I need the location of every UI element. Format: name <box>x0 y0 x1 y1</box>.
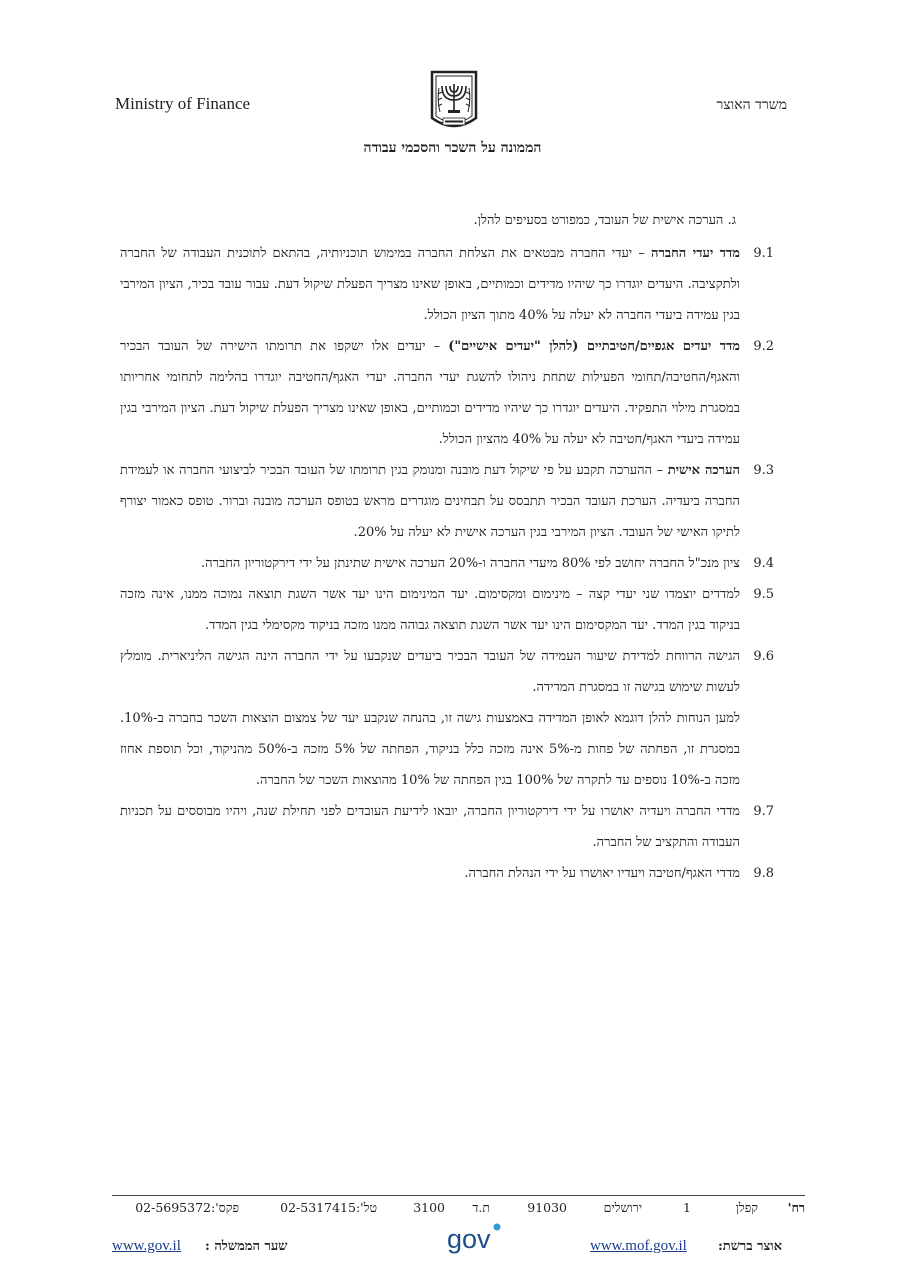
clause-9-7 <box>120 796 774 858</box>
clause-text: הגישה הרווחת למדידת שיעור העמידה של העובד הבכיר ביעדים שנקבעו על ידי החברה הינה הגישה הליניארית. מומלץ לעשות שימוש בגישה זו במסגרת המדידה. <box>120 649 740 695</box>
intro-item <box>120 205 774 236</box>
clause-9-3 <box>120 455 774 548</box>
clause-9-1 <box>120 238 774 331</box>
document-body <box>120 205 774 889</box>
clause-heading: מדד יעדי החברה <box>650 246 740 261</box>
gov-logo-text: gov <box>447 1224 491 1254</box>
clause-text: מדדי האגף/חטיבה ויעדיו יאושרו על ידי הנהלת החברה. <box>464 866 740 881</box>
clause-number: 9.6 <box>753 649 774 664</box>
gov-logo-icon <box>447 1222 503 1254</box>
gov-portal-label: שער הממשלה : <box>205 1239 288 1254</box>
clause-text: ציון מנכ"ל החברה יחושב לפי 80% מיעדי החברה ו-20% הערכה אישית שתינתן על ידי דירקטוריון החברה. <box>200 556 740 571</box>
zip-code: 91030 <box>527 1200 567 1215</box>
clause-9-5 <box>120 579 774 641</box>
header-hebrew-ministry: משרד האוצר <box>716 97 787 113</box>
clause-body: – ההערכה תקבע על פי שיקול דעת מובנה ומנומק בגין תרומתו של העובד הבכיר לביצועי החברה או לעמידת החברה ביעדיה. הערכת העובד הבכיר תתבסס על תבחינים מוגדרים מראש בטופס הערכה מובנה וברור. טופס כאמור יצורף לתיקו האישי של העובד. הציון המירבי בגין הערכה אישית לא יעלה על 20%. <box>120 463 740 540</box>
street-name: קפלן <box>735 1200 758 1215</box>
state-emblem-icon <box>428 68 480 136</box>
clause-9-6 <box>120 641 774 703</box>
header-english-ministry: Ministry of Finance <box>115 94 251 113</box>
clause-heading: הערכה אישית <box>667 463 740 478</box>
department-title: הממונה על השכר והסכמי עבודה <box>363 140 542 156</box>
clause-text: מדדי החברה ויעדיה יאושרו על ידי דירקטוריון החברה, יובאו לידיעת העובדים לפני תחילת שנה, ויהיו מבוססים על תכניות העבודה והתקציב של החברה. <box>120 804 740 850</box>
street-number: 1 <box>683 1200 691 1215</box>
clause-number: 9.4 <box>753 556 774 571</box>
clause-body: – יעדים אלו ישקפו את תרומתו הישירה של העובד הבכיר והאגף/החטיבה/תחומי הפעילות שתחת ניהולו להשגת יעדי החברה. יעדי האגף/החטיבה יוגדרו בהלימה לתחומי אחריותו במסגרת מילוי התפקיד. היעדים יוגדרו כך שיהיו מדידים וכמותיים, באופן שאינו מצריך הפעלת שיקול דעת. הציון המירבי בגין עמידה ביעדי האגף/חטיבה לא יעלה על 40% מהציון הכולל. <box>120 339 740 447</box>
clause-number: 9.8 <box>753 866 774 881</box>
clause-9-8 <box>120 858 774 889</box>
pobox-label: ת.ד <box>472 1200 490 1215</box>
street-label: רח' <box>787 1200 805 1215</box>
clause-9-4 <box>120 548 774 579</box>
clause-number: 9.3 <box>753 463 774 478</box>
clause-text: למדדים יוצמדו שני יעדי קצה – מינימום ומקסימום. יעד המינימום הינו יעד אשר השגת תוצאה נמוכה ממנו, אינה מזכה בניקוד בגין המדד. יעד המקסימום הינו יעד אשר השגת תוצאה גבוהה ממנו מזכה בניקוד מקסימלי בגין המדד. <box>120 587 740 633</box>
clause-heading: מדד יעדים אגפיים/חטיבתיים (להלן "יעדים אישיים") <box>448 339 741 354</box>
fax: פקס':02-5695372 <box>135 1200 239 1215</box>
gov-portal-link[interactable]: www.gov.il <box>112 1238 181 1254</box>
clause-text <box>120 331 740 455</box>
mof-site-label: אוצר ברשת: <box>718 1239 782 1254</box>
clause-number: 9.5 <box>753 587 774 602</box>
example-paragraph: למען הנוחות להלן דוגמא לאופן המדידה באמצעות גישה זו, בהנחה שנקבע יעד של צמצום הוצאות השכר בחברה ב-10%. במסגרת זו, הפחתה של פחות מ-5% אינה מזכה כלל בניקוד, הפחתה של 5% מזכה ב-50% מהניקוד, וכל תוספת אחוז מזכה ב-10% נוספים עד לתקרה של 100% בגין הפחתה של 10% מהוצאות השכר של החברה. <box>120 711 741 788</box>
clause-text <box>120 238 740 331</box>
pobox: 3100 <box>413 1200 445 1215</box>
footer-address <box>112 1200 805 1222</box>
city: ירושלים <box>603 1200 642 1215</box>
footer-divider <box>112 1195 805 1196</box>
clause-text <box>120 455 740 548</box>
clause-number: 9.2 <box>753 339 774 354</box>
clause-9-2 <box>120 331 774 455</box>
mof-site-link[interactable]: www.mof.gov.il <box>590 1238 687 1254</box>
intro-text: הערכה אישית של העובד, כמפורט בסעיפים להלן. <box>473 213 724 228</box>
clause-number: 9.7 <box>753 804 774 819</box>
intro-number: ג. <box>727 213 736 228</box>
clause-number: 9.1 <box>753 246 774 261</box>
clause-body: – יעדי החברה מבטאים את הצלחת החברה במימוש תוכניותיה, בהתאם לתוכנית העבודה של החברה ולתקציבה. היעדים יוגדרו כך שיהיו מדידים וכמותיים, באופן שאינו מצריך הפעלת שיקול דעת. עבור עובד בכיר, הציון המירבי בגין עמידה ביעדי החברה לא יעלה על 40% מתוך הציון הכולל. <box>120 246 740 323</box>
phone: טל':02-5317415 <box>280 1200 377 1215</box>
